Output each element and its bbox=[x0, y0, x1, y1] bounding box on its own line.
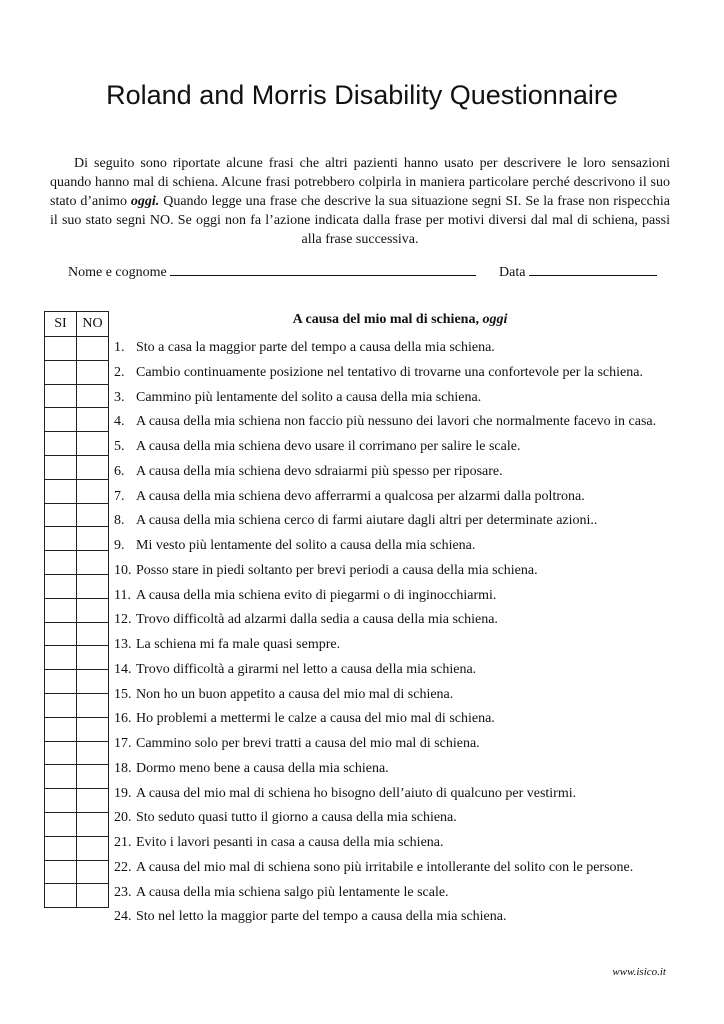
statement-number: 4. bbox=[114, 414, 125, 430]
answer-si-box[interactable] bbox=[45, 503, 77, 527]
instructions-paragraph bbox=[50, 154, 670, 249]
statement-item bbox=[114, 386, 714, 411]
statement-text: Cammino più lentamente del solito a causa della mia schiena. bbox=[136, 389, 482, 405]
answer-si-box[interactable] bbox=[45, 432, 77, 456]
section-heading-text: A causa del mio mal di schiena, bbox=[292, 312, 483, 327]
answer-row bbox=[45, 765, 109, 789]
answer-si-box[interactable] bbox=[45, 479, 77, 503]
statement-item bbox=[114, 757, 714, 782]
statement-item bbox=[114, 683, 714, 708]
answer-si-box[interactable] bbox=[45, 408, 77, 432]
answer-row bbox=[45, 455, 109, 479]
answer-si-box[interactable] bbox=[45, 812, 77, 836]
statement-number: 13. bbox=[114, 637, 132, 652]
answer-no-box[interactable] bbox=[77, 646, 109, 670]
answer-no-box[interactable] bbox=[77, 455, 109, 479]
answer-si-box[interactable] bbox=[45, 646, 77, 670]
instructions-emphasis: oggi. bbox=[130, 194, 160, 209]
footer-website: www.isico.it bbox=[612, 966, 666, 978]
answer-row bbox=[45, 860, 109, 884]
date-field[interactable] bbox=[529, 262, 657, 276]
statement-number: 7. bbox=[114, 488, 125, 504]
statement-item bbox=[114, 633, 714, 658]
answer-no-box[interactable] bbox=[77, 479, 109, 503]
answer-row bbox=[45, 337, 109, 361]
statement-item bbox=[114, 460, 714, 485]
statement-number: 9. bbox=[114, 538, 125, 553]
answer-row bbox=[45, 741, 109, 765]
answer-no-box[interactable] bbox=[77, 337, 109, 361]
statement-item bbox=[114, 361, 714, 386]
answer-no-box[interactable] bbox=[77, 503, 109, 527]
answer-row bbox=[45, 360, 109, 384]
statement-number: 22. bbox=[114, 859, 132, 875]
statement-text: Trovo difficoltà a girarmi nel letto a causa della mia schiena. bbox=[136, 661, 477, 677]
statement-text: Mi vesto più lentamente del solito a causa della mia schiena. bbox=[136, 538, 476, 553]
answer-no-box[interactable] bbox=[77, 598, 109, 622]
answer-no-box[interactable] bbox=[77, 836, 109, 860]
answer-row bbox=[45, 670, 109, 694]
answer-row bbox=[45, 622, 109, 646]
answer-row bbox=[45, 408, 109, 432]
statement-number: 12. bbox=[114, 612, 132, 628]
statement-item bbox=[114, 856, 714, 881]
answer-row bbox=[45, 432, 109, 456]
statement-number: 20. bbox=[114, 810, 132, 826]
statement-text: Evito i lavori pesanti in casa a causa della mia schiena. bbox=[136, 835, 444, 850]
statement-list bbox=[114, 336, 714, 930]
statement-item bbox=[114, 881, 714, 906]
statement-number: 5. bbox=[114, 439, 125, 454]
answer-no-box[interactable] bbox=[77, 622, 109, 646]
answer-si-box[interactable] bbox=[45, 717, 77, 741]
answer-no-box[interactable] bbox=[77, 812, 109, 836]
answer-row bbox=[45, 646, 109, 670]
answer-row bbox=[45, 717, 109, 741]
statement-text: A causa della mia schiena devo usare il corrimano per salire le scale. bbox=[136, 439, 521, 454]
statement-item bbox=[114, 336, 714, 361]
answer-no-box[interactable] bbox=[77, 860, 109, 884]
statement-text: Trovo difficoltà ad alzarmi dalla sedia a causa della mia schiena. bbox=[136, 612, 498, 628]
section-heading-emphasis: oggi bbox=[482, 312, 508, 327]
name-field[interactable] bbox=[170, 262, 476, 276]
answer-row bbox=[45, 503, 109, 527]
answer-si-box[interactable] bbox=[45, 860, 77, 884]
statement-number: 3. bbox=[114, 389, 125, 405]
statement-text: Sto nel letto la maggior parte del tempo a causa della mia schiena. bbox=[136, 909, 507, 925]
statement-text: Cammino solo per brevi tratti a causa del mio mal di schiena. bbox=[136, 736, 480, 751]
statement-text: Posso stare in piedi soltanto per brevi periodi a causa della mia schiena. bbox=[136, 562, 538, 578]
answer-no-box[interactable] bbox=[77, 551, 109, 575]
instructions-text-part2: Quando legge una frase che descrive la sua situazione segni SI. Se la frase non rispecchia il suo stato segni NO. Se oggi non fa l’azione indicata dalla frase per motivi diversi dal mal di schiena, passi alla frase successiva. bbox=[50, 194, 670, 247]
statement-item bbox=[114, 831, 714, 856]
answer-si-box[interactable] bbox=[45, 574, 77, 598]
answer-si-box[interactable] bbox=[45, 622, 77, 646]
answer-row bbox=[45, 384, 109, 408]
statement-text: A causa del mio mal di schiena ho bisogno dell’aiuto di qualcuno per vestirmi. bbox=[136, 785, 577, 801]
statement-text: Dormo meno bene a causa della mia schiena. bbox=[136, 760, 389, 776]
answer-si-box[interactable] bbox=[45, 884, 77, 908]
statement-item bbox=[114, 707, 714, 732]
column-header-no: NO bbox=[77, 312, 109, 337]
statement-item bbox=[114, 732, 714, 757]
answer-grid bbox=[44, 311, 109, 908]
answer-row bbox=[45, 551, 109, 575]
statement-number: 8. bbox=[114, 513, 125, 529]
statement-item bbox=[114, 509, 714, 534]
statement-number: 23. bbox=[114, 884, 132, 900]
statement-number: 15. bbox=[114, 686, 132, 702]
answer-no-box[interactable] bbox=[77, 789, 109, 813]
answer-si-box[interactable] bbox=[45, 741, 77, 765]
instructions-text-part1: Di seguito sono riportate alcune frasi che altri pazienti hanno usato per descrivere le loro sensazioni quando hanno mal di schiena. Alcune frasi potrebbero colpirla in maniera particolare perché descrivono il suo stato d’animo bbox=[50, 156, 670, 209]
answer-row bbox=[45, 884, 109, 908]
column-header-si: SI bbox=[45, 312, 77, 337]
statement-item bbox=[114, 485, 714, 510]
statement-text: Non ho un buon appetito a causa del mio mal di schiena. bbox=[136, 686, 454, 702]
statement-item bbox=[114, 608, 714, 633]
statement-number: 17. bbox=[114, 736, 132, 751]
statement-item bbox=[114, 410, 714, 435]
answer-si-box[interactable] bbox=[45, 360, 77, 384]
statement-number: 18. bbox=[114, 760, 132, 776]
answer-row bbox=[45, 812, 109, 836]
statement-text: Cambio continuamente posizione nel tentativo di trovarne una confortevole per la schiena. bbox=[136, 364, 643, 380]
answer-no-box[interactable] bbox=[77, 693, 109, 717]
answer-no-box[interactable] bbox=[77, 884, 109, 908]
section-heading bbox=[120, 312, 680, 328]
document-title: Roland and Morris Disability Questionnaire bbox=[106, 80, 618, 110]
answer-row bbox=[45, 574, 109, 598]
statement-item bbox=[114, 534, 714, 559]
statement-text: Sto a casa la maggior parte del tempo a causa della mia schiena. bbox=[136, 340, 495, 355]
statement-text: A causa della mia schiena salgo più lentamente le scale. bbox=[136, 884, 449, 900]
statement-number: 11. bbox=[114, 587, 131, 603]
answer-si-box[interactable] bbox=[45, 337, 77, 361]
date-label: Data bbox=[499, 265, 526, 280]
answer-si-box[interactable] bbox=[45, 455, 77, 479]
answer-row bbox=[45, 479, 109, 503]
answer-si-box[interactable] bbox=[45, 693, 77, 717]
answer-row bbox=[45, 527, 109, 551]
statement-text: A causa della mia schiena devo sdraiarmi più spesso per riposare. bbox=[136, 463, 503, 479]
name-label: Nome e cognome bbox=[68, 265, 167, 280]
statement-item bbox=[114, 782, 714, 807]
statement-text: A causa della mia schiena non faccio più nessuno dei lavori che normalmente facevo in casa. bbox=[136, 414, 657, 430]
answer-si-box[interactable] bbox=[45, 670, 77, 694]
answer-row bbox=[45, 598, 109, 622]
answer-si-box[interactable] bbox=[45, 551, 77, 575]
statement-text: La schiena mi fa male quasi sempre. bbox=[136, 637, 341, 652]
name-field-row bbox=[68, 262, 476, 281]
statement-text: Sto seduto quasi tutto il giorno a causa della mia schiena. bbox=[136, 810, 457, 826]
answer-si-box[interactable] bbox=[45, 598, 77, 622]
statement-item bbox=[114, 559, 714, 584]
answer-si-box[interactable] bbox=[45, 384, 77, 408]
answer-row bbox=[45, 789, 109, 813]
statement-number: 14. bbox=[114, 661, 132, 677]
answer-si-box[interactable] bbox=[45, 836, 77, 860]
statement-number: 10. bbox=[114, 562, 132, 578]
answer-no-box[interactable] bbox=[77, 765, 109, 789]
answer-no-box[interactable] bbox=[77, 717, 109, 741]
answer-row bbox=[45, 836, 109, 860]
statement-text: A causa della mia schiena devo afferrarmi a qualcosa per alzarmi dalla poltrona. bbox=[136, 488, 585, 504]
answer-si-box[interactable] bbox=[45, 789, 77, 813]
statement-item bbox=[114, 905, 714, 930]
statement-item bbox=[114, 658, 714, 683]
answer-row bbox=[45, 693, 109, 717]
statement-number: 21. bbox=[114, 835, 132, 850]
statement-text: Ho problemi a mettermi le calze a causa del mio mal di schiena. bbox=[136, 711, 495, 727]
answer-no-box[interactable] bbox=[77, 741, 109, 765]
answer-si-box[interactable] bbox=[45, 527, 77, 551]
answer-grid-body bbox=[45, 337, 109, 908]
statement-number: 19. bbox=[114, 785, 132, 801]
date-field-row bbox=[499, 262, 657, 281]
answer-no-box[interactable] bbox=[77, 384, 109, 408]
statement-text: A causa della mia schiena cerco di farmi aiutare dagli altri per determinate azioni.. bbox=[136, 513, 598, 529]
answer-no-box[interactable] bbox=[77, 360, 109, 384]
answer-no-box[interactable] bbox=[77, 574, 109, 598]
statement-number: 24. bbox=[114, 909, 132, 925]
statement-number: 6. bbox=[114, 463, 125, 479]
answer-no-box[interactable] bbox=[77, 432, 109, 456]
statement-item bbox=[114, 806, 714, 831]
statement-text: A causa del mio mal di schiena sono più irritabile e intollerante del solito con le persone. bbox=[136, 859, 634, 875]
statement-item bbox=[114, 435, 714, 460]
answer-no-box[interactable] bbox=[77, 670, 109, 694]
statement-number: 16. bbox=[114, 711, 132, 727]
statement-text: A causa della mia schiena evito di piegarmi o di inginocchiarmi. bbox=[136, 587, 497, 603]
statement-number: 2. bbox=[114, 364, 125, 380]
answer-si-box[interactable] bbox=[45, 765, 77, 789]
answer-no-box[interactable] bbox=[77, 527, 109, 551]
statement-item bbox=[114, 584, 714, 609]
statement-number: 1. bbox=[114, 340, 125, 355]
answer-no-box[interactable] bbox=[77, 408, 109, 432]
